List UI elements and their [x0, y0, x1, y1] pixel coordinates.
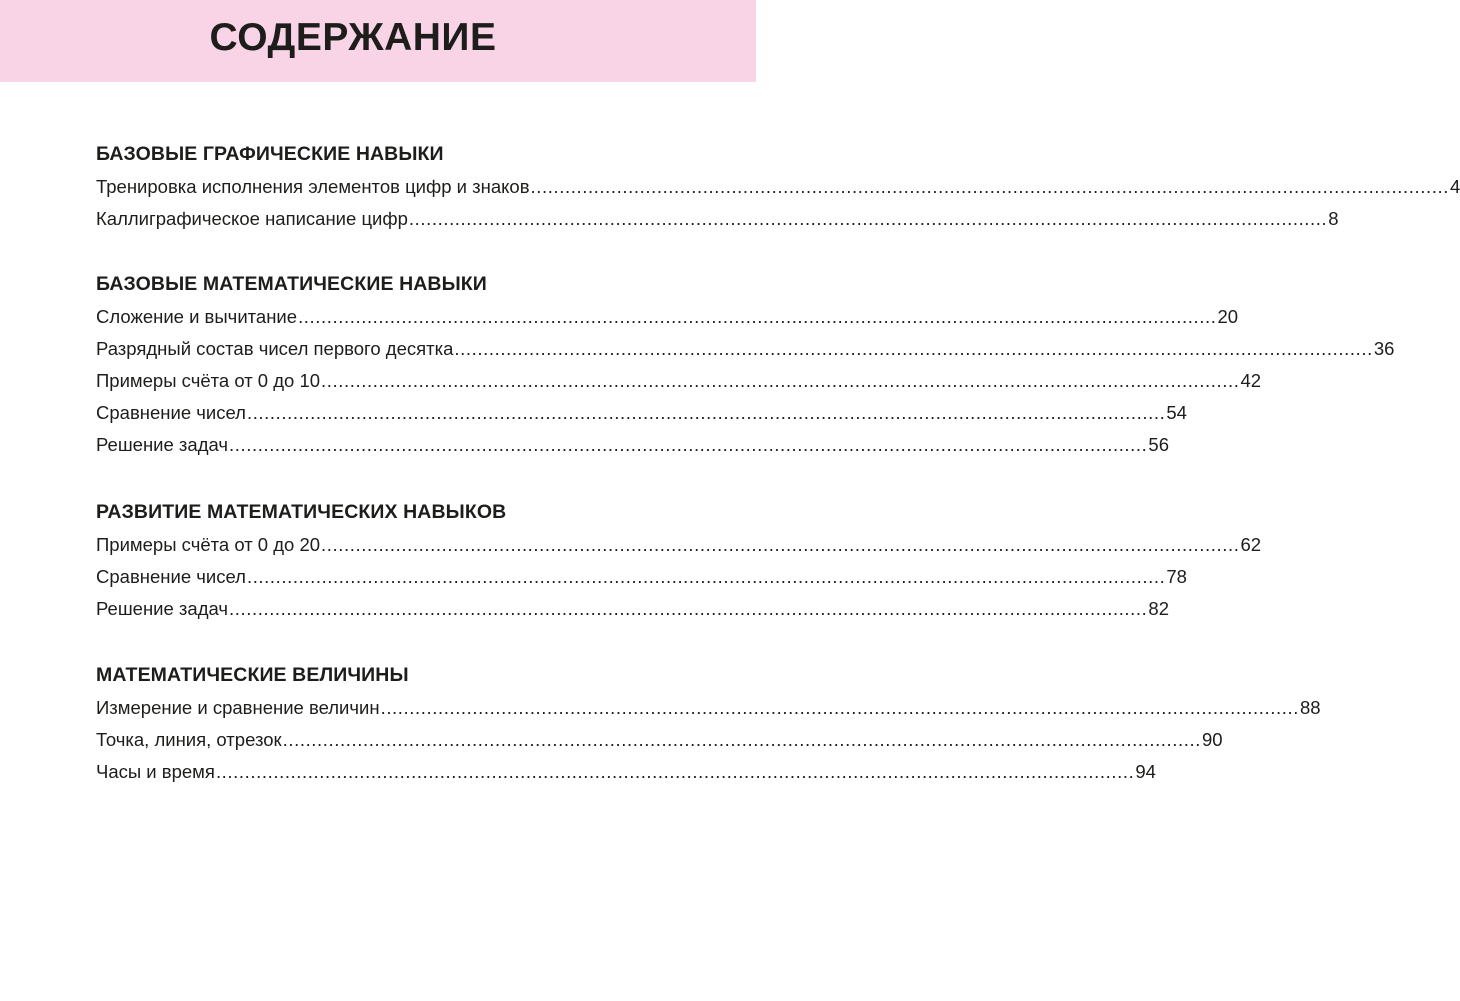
toc-section-quantities [96, 662, 1321, 788]
entry-title: Часы и время [96, 761, 215, 782]
toc-entry[interactable] [96, 333, 1395, 365]
entry-title: Каллиграфическое написание цифр [96, 208, 408, 229]
entry-page-number: 54 [1166, 402, 1187, 423]
section-heading: БАЗОВЫЕ МАТЕМАТИЧЕСКИЕ НАВЫКИ [96, 273, 487, 295]
toc-entry[interactable] [96, 529, 1262, 561]
entry-page-number: 62 [1240, 534, 1262, 555]
dot-leader: ................................................................................................................................................................ [246, 566, 1166, 587]
toc-entry[interactable] [96, 429, 1169, 461]
dot-leader: ................................................................................................................................................................ [215, 761, 1135, 782]
dot-leader: ................................................................................................................................................................ [229, 434, 1148, 455]
toc-entry[interactable] [96, 301, 1239, 333]
entry-title: Измерение и сравнение величин [96, 697, 380, 718]
entry-list [96, 301, 1395, 461]
entry-title: Сравнение чисел [96, 566, 246, 587]
entry-page-number: 88 [1299, 697, 1321, 718]
entry-page-number: 4 [1449, 176, 1460, 197]
toc-entry[interactable] [96, 756, 1156, 788]
section-heading: РАЗВИТИЕ МАТЕМАТИЧЕСКИХ НАВЫКОВ [96, 501, 507, 523]
toc-entry[interactable] [96, 593, 1169, 625]
entry-title: Сложение и вычитание [96, 306, 298, 327]
toc-section-math-development [96, 499, 1262, 625]
entry-title: Решение задач [96, 434, 229, 455]
section-heading: БАЗОВЫЕ ГРАФИЧЕСКИЕ НАВЫКИ [96, 143, 444, 165]
toc-entry[interactable] [96, 171, 1460, 203]
entry-title: Сравнение чисел [96, 402, 246, 423]
entry-page-number: 82 [1148, 598, 1169, 619]
dot-leader: ................................................................................................................................................................ [246, 402, 1166, 423]
dot-leader: ................................................................................................................................................................ [321, 534, 1240, 555]
entry-list [96, 171, 1460, 235]
entry-list [96, 692, 1321, 788]
toc-entry[interactable] [96, 724, 1223, 756]
toc-entry[interactable] [96, 561, 1187, 593]
entry-page-number: 20 [1217, 306, 1239, 327]
entry-list [96, 529, 1262, 625]
dot-leader: ................................................................................................................................................................ [229, 598, 1148, 619]
dot-leader: ................................................................................................................................................................ [282, 729, 1201, 750]
toc-entry[interactable] [96, 397, 1187, 429]
entry-page-number: 42 [1240, 370, 1262, 391]
entry-title: Разрядный состав чисел первого десятка [96, 338, 454, 359]
page-title: СОДЕРЖАНИЕ [209, 16, 497, 59]
dot-leader: ................................................................................................................................................................ [530, 176, 1449, 197]
entry-title: Точка, линия, отрезок [96, 729, 282, 750]
entry-page-number: 94 [1135, 761, 1156, 782]
dot-leader: ................................................................................................................................................................ [454, 338, 1373, 359]
entry-title: Примеры счёта от 0 до 20 [96, 534, 321, 555]
entry-page-number: 90 [1202, 729, 1223, 750]
entry-page-number: 8 [1328, 208, 1339, 229]
dot-leader: ................................................................................................................................................................ [380, 697, 1299, 718]
toc-section-graphic-skills [96, 141, 1460, 235]
toc-section-basic-math [96, 271, 1395, 461]
toc-entry[interactable] [96, 203, 1339, 235]
entry-page-number: 36 [1373, 338, 1395, 359]
toc-entry[interactable] [96, 692, 1321, 724]
dot-leader: ................................................................................................................................................................ [408, 208, 1328, 229]
entry-title: Решение задач [96, 598, 229, 619]
dot-leader: ................................................................................................................................................................ [321, 370, 1240, 391]
entry-title: Тренировка исполнения элементов цифр и знаков [96, 176, 530, 197]
toc-entry[interactable] [96, 365, 1262, 397]
header-banner [0, 0, 756, 82]
entry-page-number: 56 [1148, 434, 1169, 455]
section-heading: МАТЕМАТИЧЕСКИЕ ВЕЛИЧИНЫ [96, 664, 409, 686]
entry-title: Примеры счёта от 0 до 10 [96, 370, 321, 391]
entry-page-number: 78 [1166, 566, 1187, 587]
dot-leader: ................................................................................................................................................................ [298, 306, 1217, 327]
